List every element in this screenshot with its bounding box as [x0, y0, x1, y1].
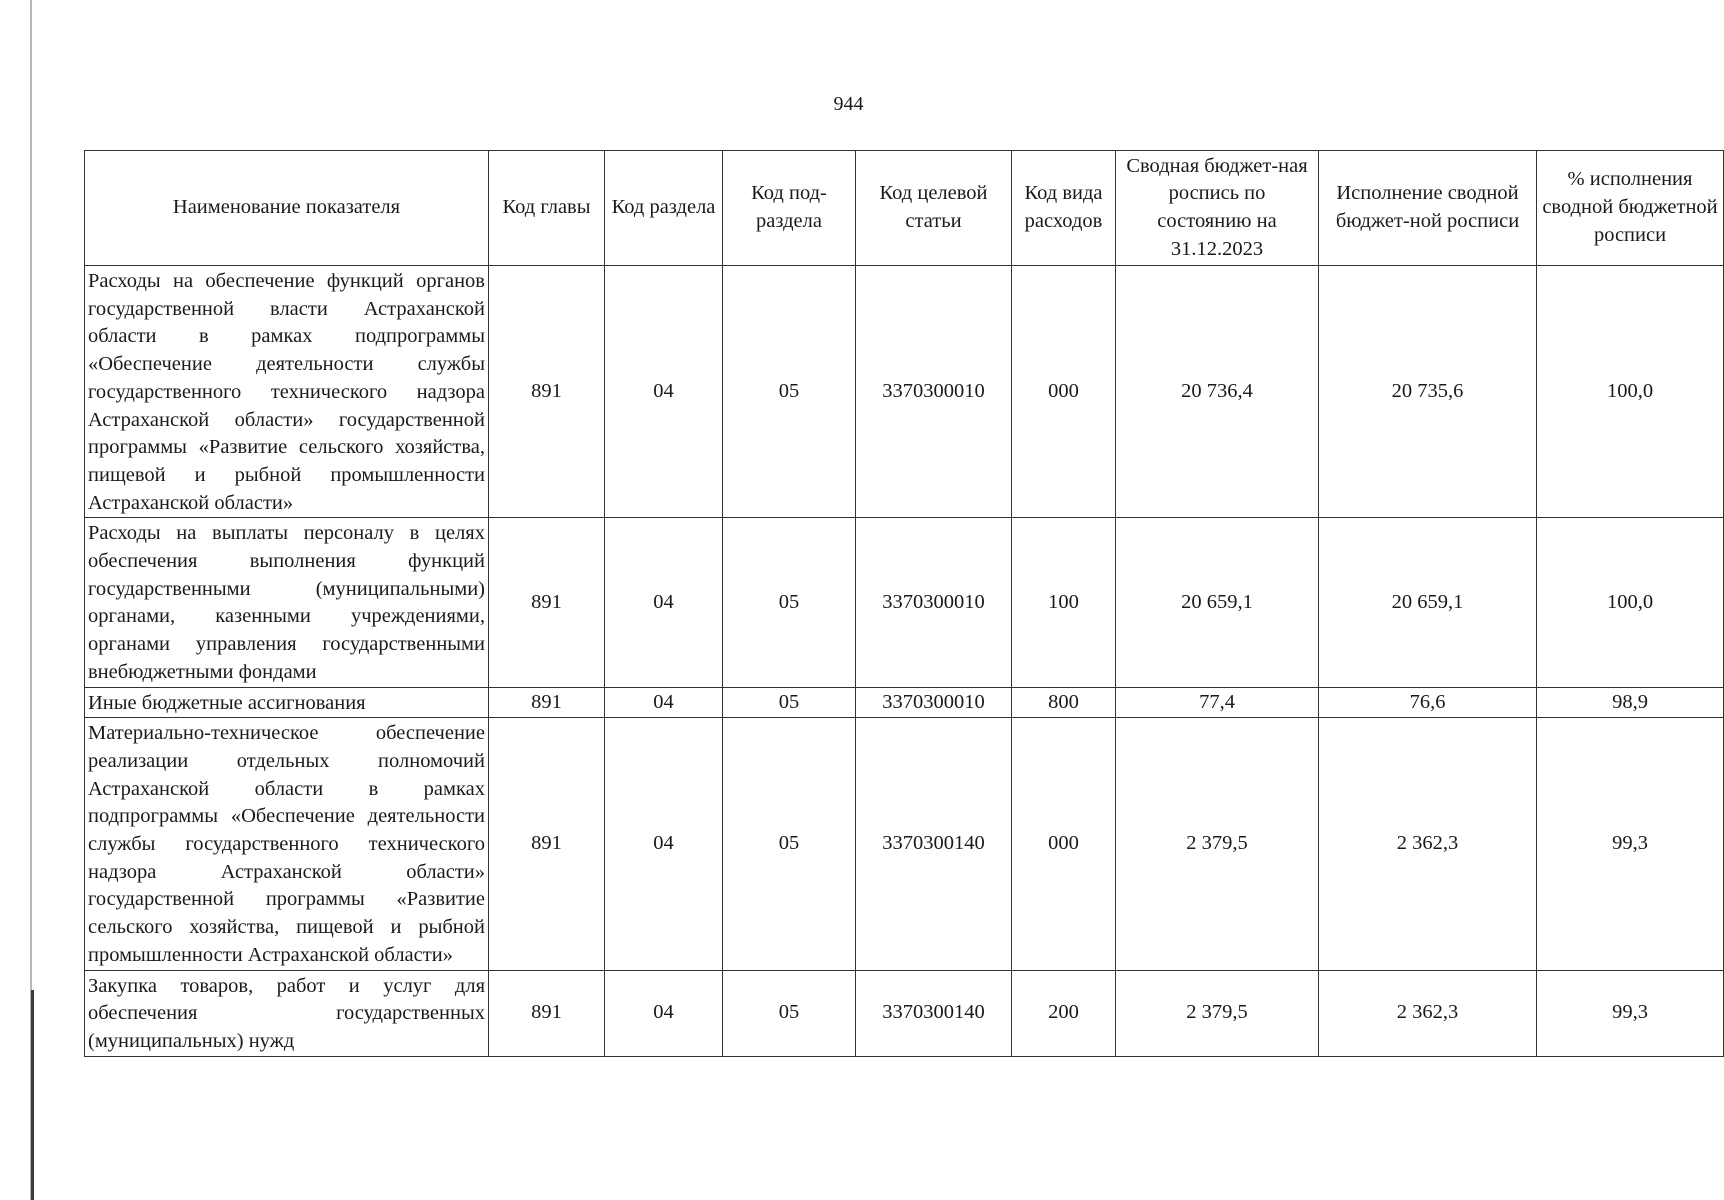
- cell-execution-percent: 99,3: [1537, 718, 1724, 970]
- table-row: [85, 266, 1724, 518]
- cell-section-code: 04: [605, 687, 723, 718]
- cell-budget-execution: 76,6: [1319, 687, 1537, 718]
- cell-target-item-code: 3370300010: [856, 687, 1012, 718]
- cell-execution-percent: 98,9: [1537, 687, 1724, 718]
- table-row: [85, 970, 1724, 1056]
- budget-execution-table: [84, 150, 1724, 1057]
- cell-budget-plan: 77,4: [1116, 687, 1319, 718]
- cell-chapter-code: 891: [489, 718, 605, 970]
- cell-section-code: 04: [605, 970, 723, 1056]
- cell-budget-plan: 20 736,4: [1116, 266, 1319, 518]
- cell-subsection-code: 05: [723, 718, 856, 970]
- table-row: [85, 687, 1724, 718]
- cell-indicator-name: Иные бюджетные ассигнования: [85, 687, 489, 718]
- page-number: 944: [833, 93, 864, 115]
- header-subsection-code: Код под-раздела: [723, 151, 856, 266]
- table-row: [85, 518, 1724, 687]
- header-expense-type-code: Код вида расходов: [1012, 151, 1116, 266]
- cell-chapter-code: 891: [489, 970, 605, 1056]
- cell-target-item-code: 3370300010: [856, 266, 1012, 518]
- cell-expense-type-code: 200: [1012, 970, 1116, 1056]
- cell-subsection-code: 05: [723, 687, 856, 718]
- cell-execution-percent: 100,0: [1537, 518, 1724, 687]
- header-section-code: Код раздела: [605, 151, 723, 266]
- cell-indicator-name: Закупка товаров, работ и услуг для обеспечения государственных (муниципальных) нужд: [85, 970, 489, 1056]
- cell-budget-plan: 20 659,1: [1116, 518, 1319, 687]
- binding-mark: [31, 990, 34, 1200]
- header-indicator-name: Наименование показателя: [85, 151, 489, 266]
- cell-chapter-code: 891: [489, 518, 605, 687]
- cell-expense-type-code: 100: [1012, 518, 1116, 687]
- cell-section-code: 04: [605, 518, 723, 687]
- cell-expense-type-code: 800: [1012, 687, 1116, 718]
- cell-budget-plan: 2 379,5: [1116, 718, 1319, 970]
- table-header-row: [85, 151, 1724, 266]
- cell-indicator-name: Расходы на обеспечение функций органов государственной власти Астраханской области в рамках подпрограммы «Обеспечение деятельности службы государственного технического надзора Астраханской области» государственной программы «Развитие сельского хозяйства, пищевой и рыбной промышленности Астраханской области»: [85, 266, 489, 518]
- header-target-item-code: Код целевой статьи: [856, 151, 1012, 266]
- cell-budget-plan: 2 379,5: [1116, 970, 1319, 1056]
- cell-subsection-code: 05: [723, 970, 856, 1056]
- cell-budget-execution: 20 735,6: [1319, 266, 1537, 518]
- cell-subsection-code: 05: [723, 266, 856, 518]
- cell-target-item-code: 3370300140: [856, 718, 1012, 970]
- cell-section-code: 04: [605, 266, 723, 518]
- cell-budget-execution: 20 659,1: [1319, 518, 1537, 687]
- cell-execution-percent: 99,3: [1537, 970, 1724, 1056]
- cell-expense-type-code: 000: [1012, 266, 1116, 518]
- table-row: [85, 718, 1724, 970]
- cell-subsection-code: 05: [723, 518, 856, 687]
- header-budget-plan: Сводная бюджет-ная роспись по состоянию на 31.12.2023: [1116, 151, 1319, 266]
- header-chapter-code: Код главы: [489, 151, 605, 266]
- cell-indicator-name: Материально-техническое обеспечение реализации отдельных полномочий Астраханской области в рамках подпрограммы «Обеспечение деятельности службы государственного технического надзора Астраханской области» государственной программы «Развитие сельского хозяйства, пищевой и рыбной промышленности Астраханской области»: [85, 718, 489, 970]
- cell-expense-type-code: 000: [1012, 718, 1116, 970]
- cell-budget-execution: 2 362,3: [1319, 970, 1537, 1056]
- cell-budget-execution: 2 362,3: [1319, 718, 1537, 970]
- cell-execution-percent: 100,0: [1537, 266, 1724, 518]
- cell-chapter-code: 891: [489, 687, 605, 718]
- header-execution-percent: % исполнения сводной бюджетной росписи: [1537, 151, 1724, 266]
- header-budget-execution: Исполнение сводной бюджет-ной росписи: [1319, 151, 1537, 266]
- cell-target-item-code: 3370300140: [856, 970, 1012, 1056]
- cell-section-code: 04: [605, 718, 723, 970]
- cell-chapter-code: 891: [489, 266, 605, 518]
- cell-target-item-code: 3370300010: [856, 518, 1012, 687]
- cell-indicator-name: Расходы на выплаты персоналу в целях обеспечения выполнения функций государственными (муниципальными) органами, казенными учреждениями, органами управления государственными внебюджетными фондами: [85, 518, 489, 687]
